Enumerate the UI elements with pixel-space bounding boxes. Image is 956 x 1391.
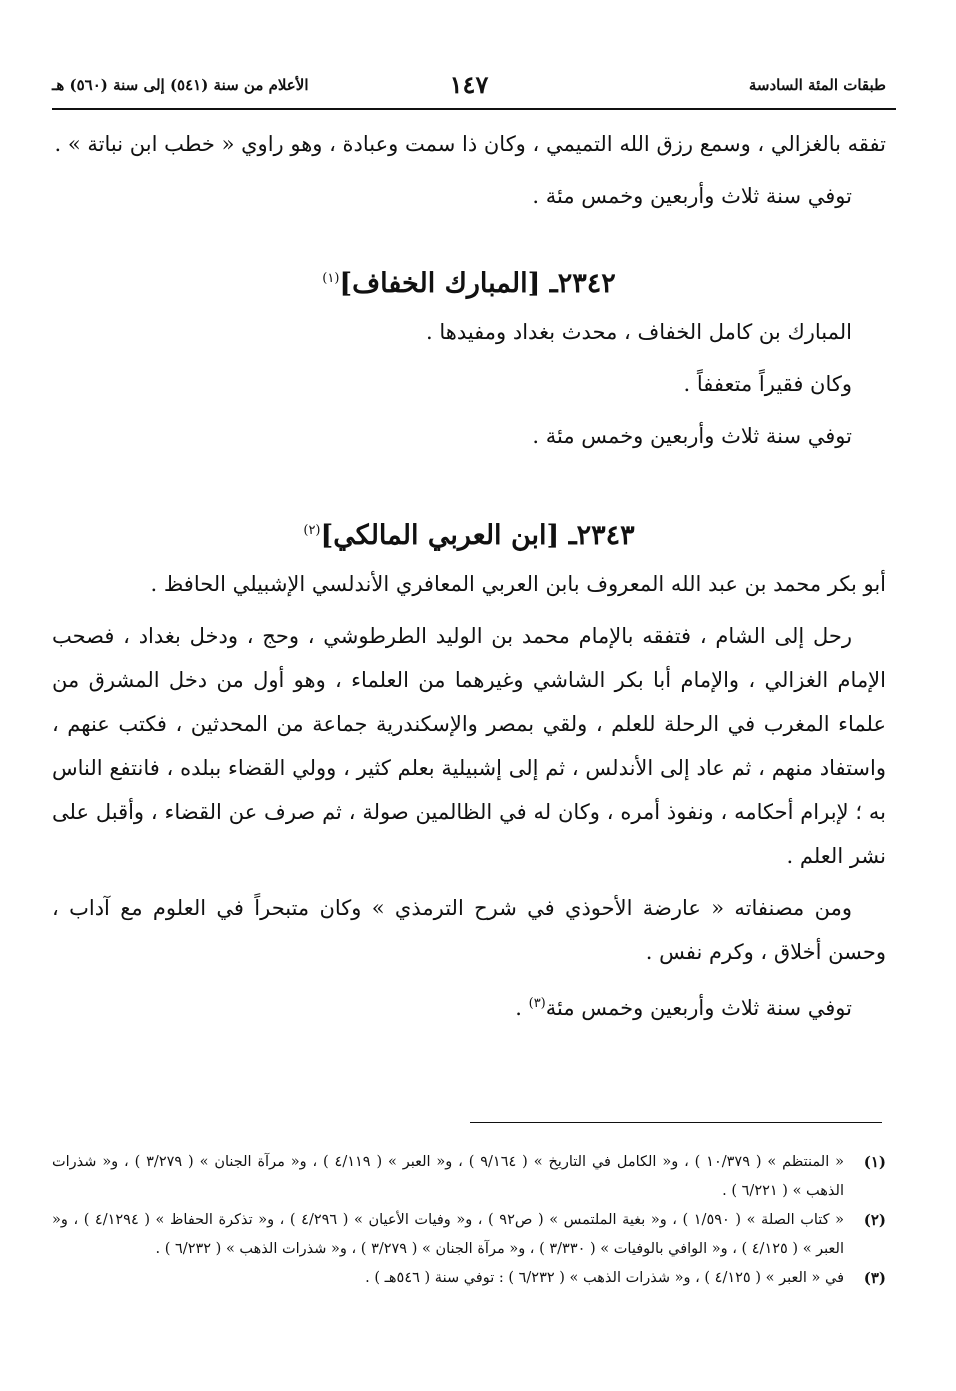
sentence-end: . (515, 996, 529, 1020)
entry-2342-paragraph-1: المبارك بن كامل الخفاف ، محدث بغداد ومفيدها . (426, 320, 852, 344)
death-year-text: توفي سنة ثلاث وأربعين وخمس مئة (545, 996, 852, 1020)
footnotes (52, 1148, 886, 1293)
footnote-ref-1[interactable]: (١) (322, 271, 340, 286)
entry-2343-paragraph-1: أبو بكر محمد بن عبد الله المعروف بابن العربي المعافري الأندلسي الإشبيلي الحافظ . (150, 572, 886, 596)
footnote-ref-2[interactable]: (٢) (303, 523, 321, 538)
entry-title: ٢٣٤٢ـ [المبارك الخفاف] (339, 268, 616, 299)
running-header (52, 70, 886, 106)
footnote-text: « المنتظم » ( ١٠/٣٧٩ ) ، و« الكامل في التاريخ » ( ٩/١٦٤ ) ، و« العبر » ( ٤/١١٩ ) ، و« مرآة الجنان » ( ٣/٢٧٩ ) ، و« شذرات الذهب » ( ٦/٢٢١ ) . (52, 1154, 844, 1199)
footnote-text: « كتاب الصلة » ( ١/٥٩٠ ) ، و« بغية الملتمس » ( ص٩٢ ) ، و« وفيات الأعيان » ( ٤/٢٩٦ ) ، و« تذكرة الحفاظ » ( ٤/١٢٩٤ ) ، و« العبر » ( ٤/١٢٥ ) ، و« الوافي بالوفيات » ( ٣/٣٣٠ ) ، و« مرآة الجنان » ( ٣/٢٧٩ ) ، و« شذرات الذهب » ( ٦/٢٣٢ ) . (52, 1212, 845, 1257)
footnote-number: (١) (863, 1153, 886, 1171)
entry-heading-2342 (52, 248, 886, 310)
entry-title: ٢٣٤٣ـ [ابن العربي المالكي] (320, 520, 635, 551)
header-year-range: الأعلام من سنة (٥٤١) إلى سنة (٥٦٠) هـ (52, 76, 309, 94)
footnote-2 (52, 1206, 886, 1264)
entry-2343-paragraph-4 (52, 982, 886, 1030)
footnote-3 (52, 1264, 886, 1293)
footnote-text: في « العبر » ( ٤/١٢٥ ) ، و« شذرات الذهب » ( ٦/٢٣٢ ) : توفي سنة ( ٥٤٦هـ ) . (365, 1270, 844, 1286)
entry-heading-2343 (52, 500, 886, 562)
header-rule (52, 108, 896, 110)
header-book-section: طبقات المئة السادسة (748, 76, 886, 94)
entry-2343-paragraph-3: ومن مصنفاته « عارضة الأحوذي في شرح الترمذي » وكان متبحراً في العلوم مع آداب ، وحسن أخلاق ، وكرم نفس . (52, 896, 886, 964)
intro-paragraph: تفقه بالغزالي ، وسمع رزق الله التميمي ، وكان ذا سمت وعبادة ، وهو راوي « خطب ابن نباتة » . (54, 132, 886, 156)
entry-2342-paragraph-3: توفي سنة ثلاث وأربعين وخمس مئة . (532, 424, 852, 448)
footnote-number: (٣) (863, 1269, 886, 1287)
intro-death-paragraph: توفي سنة ثلاث وأربعين وخمس مئة . (532, 184, 852, 208)
footnote-1 (52, 1148, 886, 1206)
entry-2343-paragraph-2: رحل إلى الشام ، فتفقه بالإمام محمد بن الوليد الطرطوشي ، وحج ، ودخل بغداد ، فصحب الإمام الغزالي ، والإمام أبا بكر الشاشي وغيرهما من العلماء ، وهو أول من دخل المشرق من علماء المغرب في الرحلة للعلم ، ولقي بمصر والإسكندرية جماعة من المحدثين ، فكتب عنهم ، واستفاد منهم ، ثم عاد إلى الأندلس ، ثم إلى إشبيلية بعلم كثير ، وولي القضاء ببلده ، فانتفع الناس به ؛ لإبرام أحكامه ، ونفوذ أمره ، وكان له في الظالمين صولة ، ثم صرف عن القضاء ، وأقبل على نشر العلم . (52, 624, 886, 868)
footnote-number: (٢) (863, 1211, 886, 1229)
page-number: ١٤٧ (449, 70, 489, 99)
main-text (52, 122, 886, 1038)
footnote-separator (470, 1122, 882, 1123)
footnote-ref-3[interactable]: (٣) (528, 996, 546, 1011)
entry-2342-paragraph-2: وكان فقيراً متعففاً . (683, 372, 852, 396)
